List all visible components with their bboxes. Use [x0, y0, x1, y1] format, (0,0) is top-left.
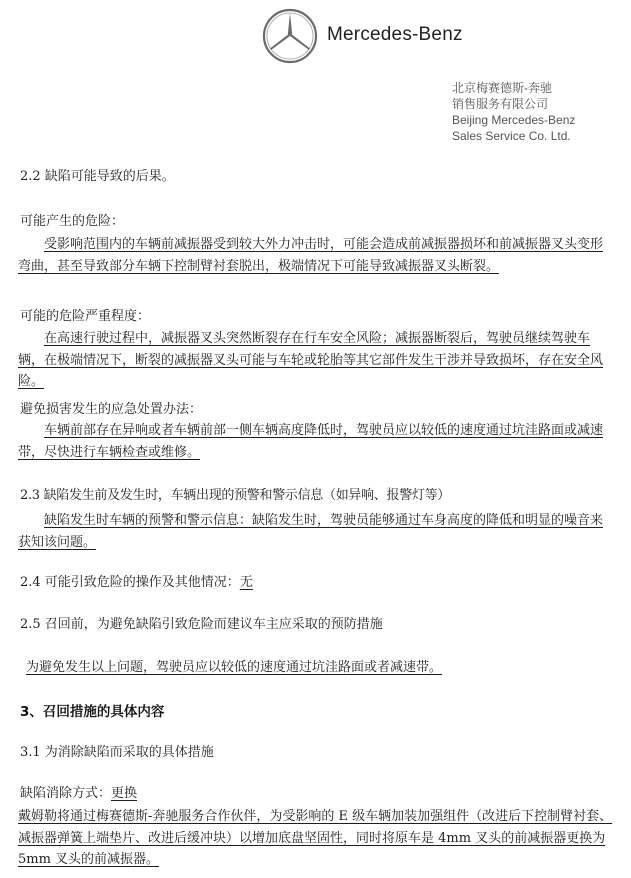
section-2-4 — [20, 571, 253, 590]
danger-label: 可能产生的危险： — [20, 214, 125, 229]
mercedes-star-logo — [262, 8, 318, 64]
danger-text: 受影响范围内的车辆前减振器受到较大外力冲击时，可能会造成前减振器损坏和前减振器叉头变形弯曲，甚至导致部分车辆下控制臂衬套脱出，极端情况下可能导致减振器叉头断裂。 — [18, 237, 604, 274]
section-2-4-label: 2.4 可能引致危险的操作及其他情况： — [20, 575, 240, 590]
section-3-1-text: 戴姆勒将通过梅赛德斯-奔驰服务合作伙伴，为受影响的 E 级车辆加装加强组件（改进后下控制臂衬套、减振器弹簧上端垫片、改进后缓冲块）以增加底盘坚固性，同时将原车是 4mm 叉头的前减振器更换为 5mm 叉头的前减振器。 — [18, 809, 613, 867]
severity-label: 可能的危险严重程度： — [20, 309, 151, 324]
danger-text-block — [18, 234, 614, 277]
section-2-5-text: 为避免发生以上问题，驾驶员应以较低的速度通过坑洼路面或者减速带。 — [26, 660, 443, 675]
section-3-1-text-block — [18, 806, 614, 871]
company-cn-line2: 销售服务有限公司 — [452, 97, 549, 111]
section-2-3-title: 2.3 缺陷发生前及发生时，车辆出现的预警和警示信息（如异响、报警灯等） — [20, 488, 451, 503]
severity-text-block — [18, 328, 614, 393]
section-3-1-title: 3.1 为消除缺陷而采取的具体措施 — [20, 745, 214, 760]
emergency-text-block — [18, 420, 614, 463]
company-cn-line1: 北京梅赛德斯-奔驰 — [452, 81, 552, 95]
section-2-5-title: 2.5 召回前，为避免缺陷引致危险而建议车主应采取的预防措施 — [20, 617, 383, 632]
section-3-title: 3、召回措施的具体内容 — [20, 704, 165, 720]
company-en-line1: Beijing Mercedes-Benz — [452, 113, 576, 127]
section-2-3-text-block — [18, 510, 614, 553]
section-2-3-text: 缺陷发生时车辆的预警和警示信息：缺陷发生时，驾驶员能够通过车身高度的降低和明显的噪音来获知该问题。 — [18, 513, 604, 550]
method-value: 更换 — [111, 786, 138, 801]
company-info — [452, 80, 575, 144]
brand-name: Mercedes-Benz — [327, 24, 463, 45]
section-2-2-title: 2.2 缺陷可能导致的后果。 — [20, 169, 175, 184]
severity-text: 在高速行驶过程中，减振器叉头突然断裂存在行车安全风险；减振器断裂后，驾驶员继续驾驶车辆，在极端情况下，断裂的减振器叉头可能与车轮或轮胎等其它部件发生干涉并导致损坏，存在安全风险。 — [18, 331, 604, 389]
company-en-line2: Sales Service Co. Ltd. — [452, 129, 571, 143]
method-row — [20, 782, 137, 801]
emergency-text: 车辆前部存在异响或者车辆前部一侧车辆高度降低时，驾驶员应以较低的速度通过坑洼路面或减速带，尽快进行车辆检查或维修。 — [18, 423, 604, 460]
section-2-4-value: 无 — [239, 575, 253, 590]
method-label: 缺陷消除方式： — [20, 786, 112, 801]
emergency-label: 避免损害发生的应急处置办法： — [20, 402, 203, 417]
